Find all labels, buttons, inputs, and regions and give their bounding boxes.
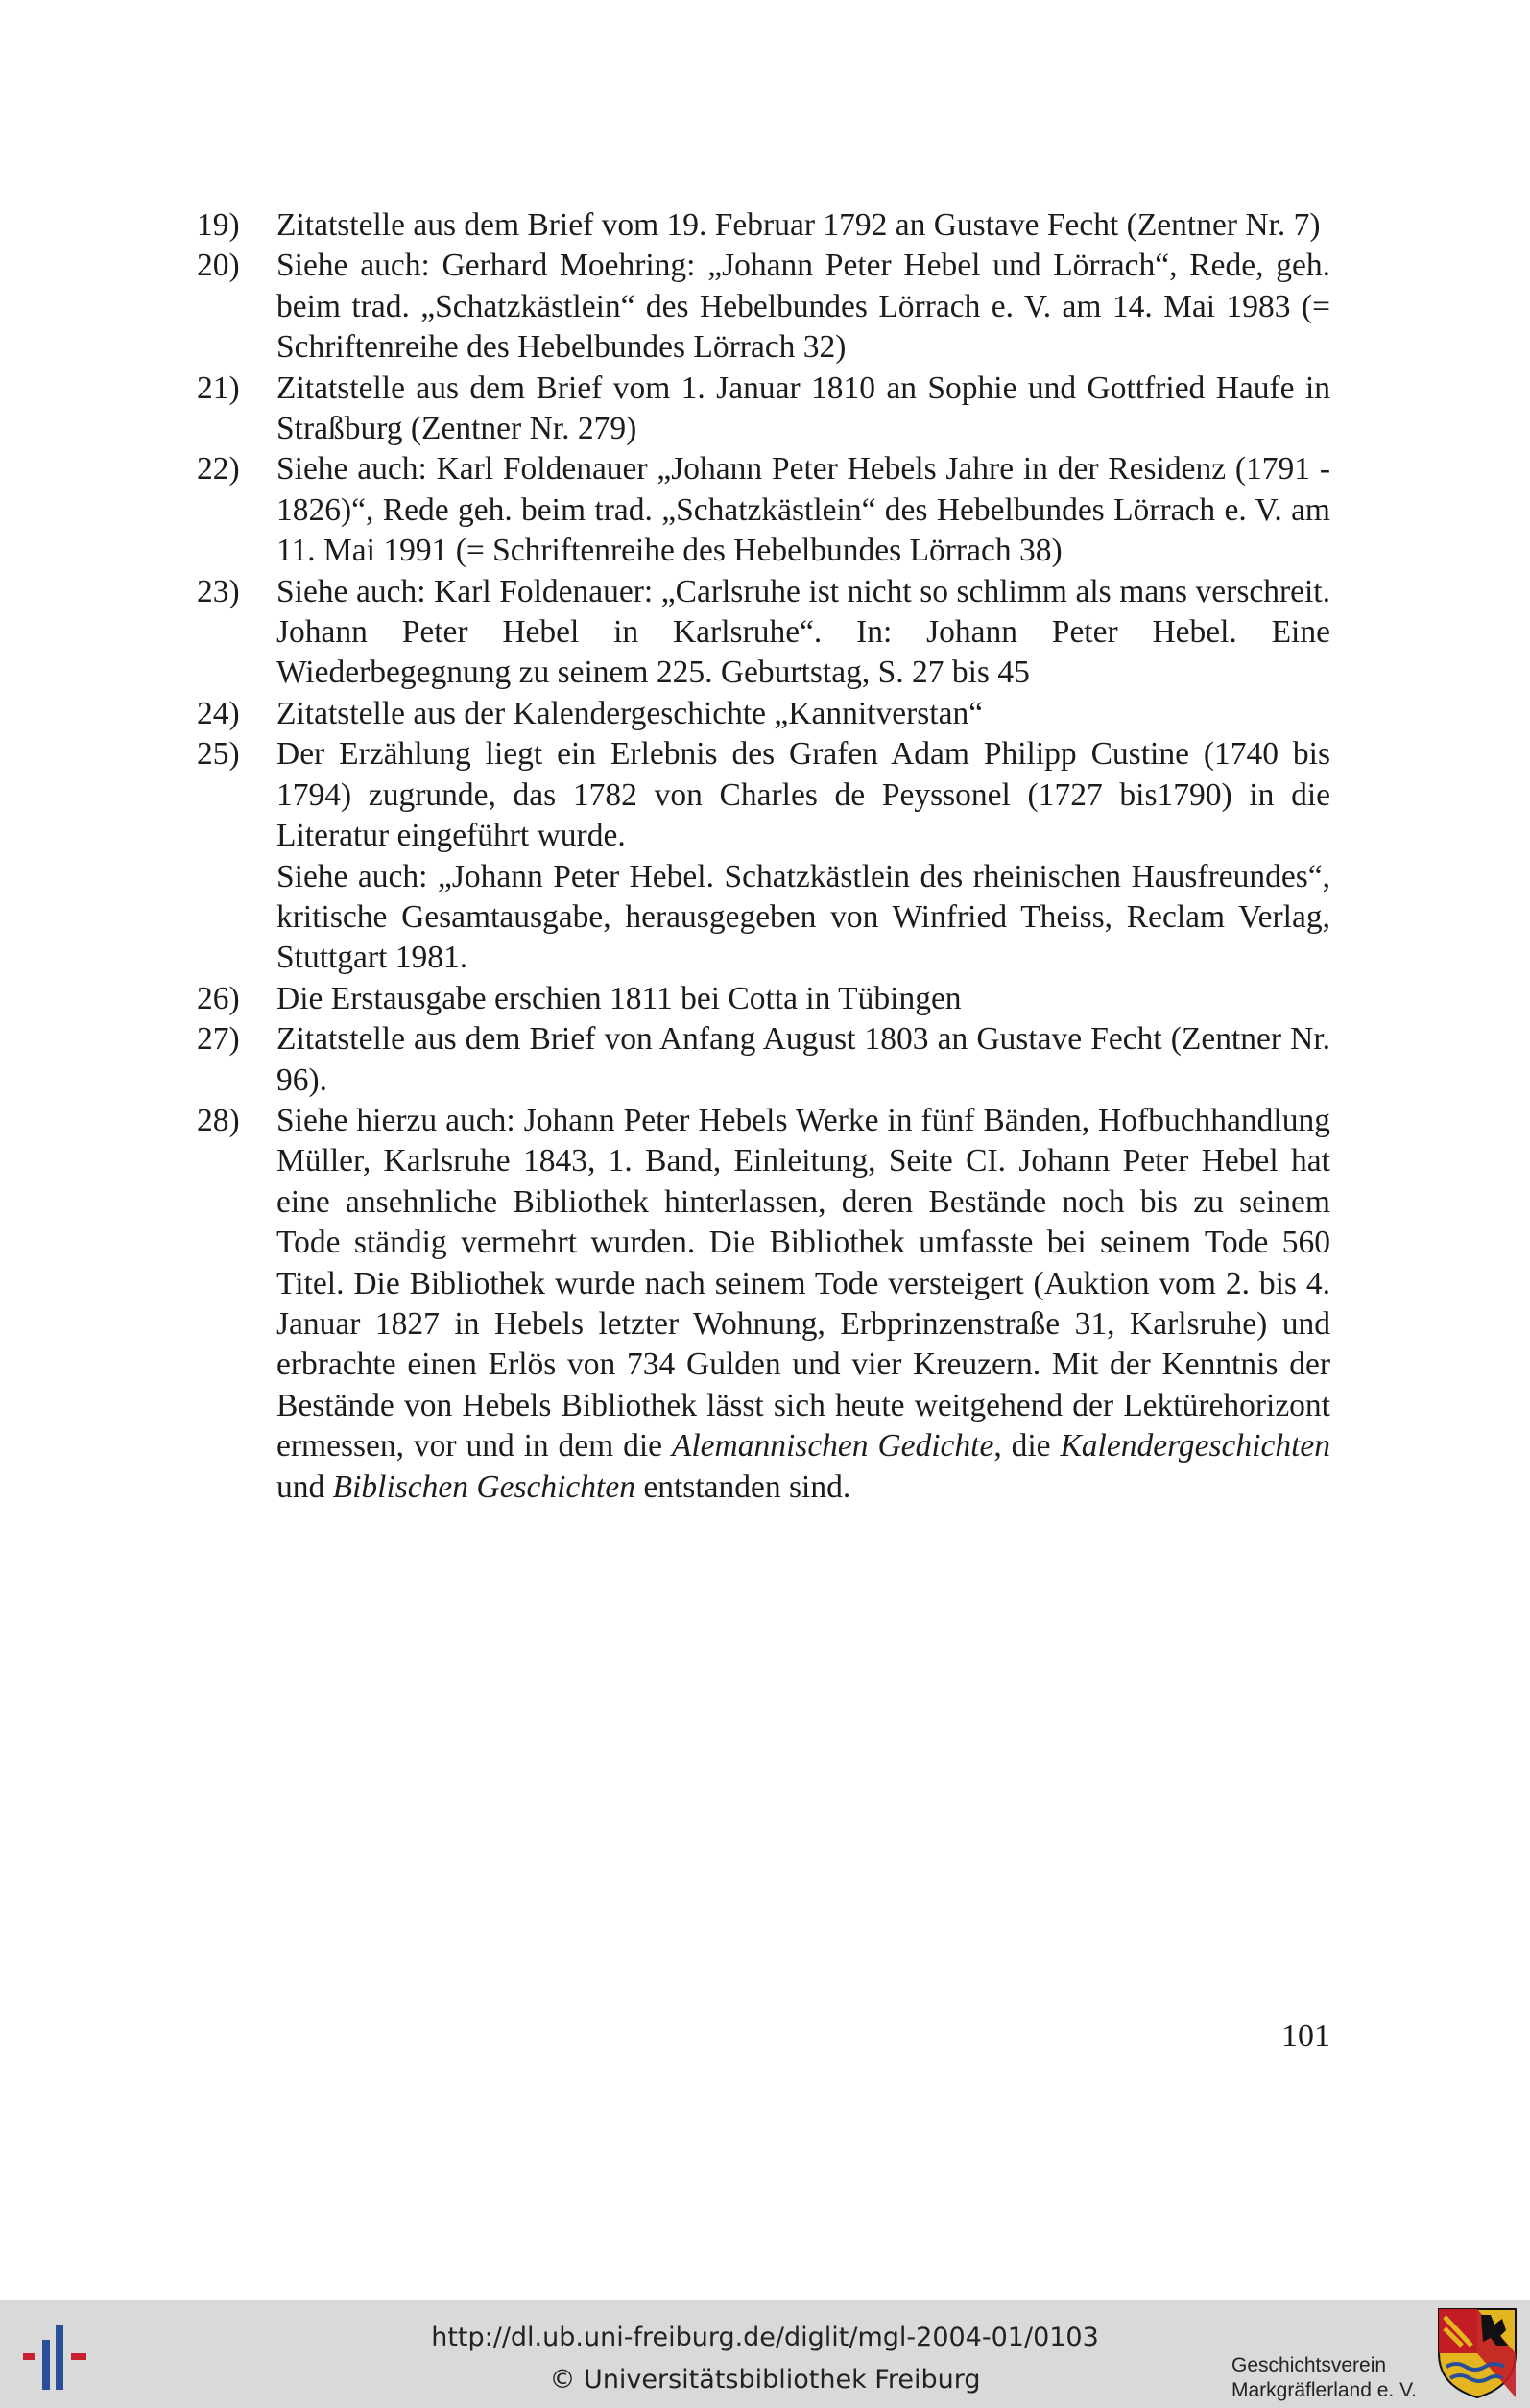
footnote-paragraph [276,694,1330,734]
footnote-number: 21) [197,370,240,406]
footnote-item [197,1101,1330,1508]
society-crest-icon [1437,2307,1518,2399]
footnote-paragraph [276,979,1330,1019]
text-segment: Siehe auch: Karl Foldenauer: „Carlsruhe ist nicht so schlimm als mans verschreit. Johann Peter Hebel in Karlsruhe“. In: Johann Peter Hebel. Eine Wiederbegegnung zu seinem 225. Geburtstag, S. 27 bis 45 [276,573,1330,691]
text-segment: und [276,1468,333,1505]
footnote-text [276,1019,1330,1101]
footnotes-list [197,205,1330,1508]
footer-copyright: © Universitätsbibliothek Freiburg [549,2365,981,2395]
footnote-item [197,246,1330,368]
text-segment: entstanden sind. [634,1468,851,1505]
text-segment: Zitatstelle aus dem Brief vom 19. Februar 1792 an Gustave Fecht (Zentner Nr. 7) [276,207,1321,243]
footnote-number: 22) [197,451,240,488]
footnote-item [197,572,1330,694]
page-number: 101 [1281,2018,1330,2054]
footnote-number: 27) [197,1021,240,1058]
footnote-paragraph [276,1101,1330,1508]
text-segment: Die Erstausgabe erschien 1811 bei Cotta in Tübingen [276,980,962,1016]
footnote-text [276,205,1330,246]
footnote-text [276,449,1330,571]
footnote-item [197,369,1330,450]
footnote-number: 20) [197,248,240,284]
italic-title: Biblischen Geschichten [332,1468,635,1505]
footnote-paragraph [276,369,1330,450]
footnote-paragraph [276,246,1330,368]
text-segment: Zitatstelle aus dem Brief von Anfang August 1803 an Gustave Fecht (Zentner Nr. 96). [276,1021,1330,1098]
footer-url-link[interactable]: http://dl.ub.uni-freiburg.de/diglit/mgl-2004-01/0103 [431,2323,1099,2352]
footnote-paragraph [276,205,1330,246]
footnote-text [276,734,1330,978]
text-segment: Zitatstelle aus dem Brief vom 1. Januar 1810 an Sophie und Gottfried Haufe in Straßburg (Zentner Nr. 279) [276,370,1330,447]
footnote-paragraph [276,572,1330,694]
footnote-number: 24) [197,695,240,731]
footnote-text [276,246,1330,368]
footnote-paragraph [276,1019,1330,1101]
footnote-number: 23) [197,573,240,609]
footnote-paragraph [276,857,1330,979]
footnote-text [276,572,1330,694]
text-segment: Siehe auch: Gerhard Moehring: „Johann Peter Hebel und Lörrach“, Rede, geh. beim trad. „Schatzkästlein“ des Hebelbundes Lörrach e. V. am 14. Mai 1983 (= Schriftenreihe des Hebelbundes Lörrach 32) [276,248,1330,366]
society-name [1231,2353,1417,2403]
society-name-line1: Geschichtsverein [1231,2354,1387,2376]
text-segment: Siehe hierzu auch: Johann Peter Hebels Werke in fünf Bänden, Hofbuchhandlung Müller, Karlsruhe 1843, 1. Band, Einleitung, Seite CI. Johann Peter Hebel hat eine ansehnliche Bibliothek hinterlassen, deren Bestände noch bis zu seinem Tode ständig vermehrt wurden. Die Bibliothek umfasste bei seinem Tode 560 Titel. Die Bibliothek wurde nach seinem Tode versteigert (Auktion vom 2. bis 4. Januar 1827 in Hebels letzter Wohnung, Erbprinzenstraße 31, Karlsruhe) und erbrachte einen Erlös von 734 Gulden und vier Kreuzern. Mit der Kenntnis der Bestände von Hebels Bibliothek lässt sich heute weitgehend der Lektürehorizont ermessen, vor und in dem die [276,1102,1330,1465]
footnote-text [276,694,1330,734]
footnote-paragraph [276,734,1330,856]
footnote-number: 19) [197,207,240,243]
text-segment: Der Erzählung liegt ein Erlebnis des Grafen Adam Philipp Custine (1740 bis 1794) zugrunde, das 1782 von Charles de Peyssonel (1727 bis1790) in die Literatur eingeführt wurde. [276,736,1330,854]
footnote-number: 28) [197,1102,240,1138]
footnote-number: 26) [197,980,240,1016]
footnote-item [197,205,1330,246]
footnote-item [197,694,1330,734]
footnote-text [276,979,1330,1019]
footnote-item [197,734,1330,978]
text-segment: , die [993,1428,1061,1465]
footnote-text [276,1101,1330,1508]
footnote-item [197,1019,1330,1101]
footnote-item [197,979,1330,1019]
text-segment: Zitatstelle aus der Kalendergeschichte „Kannitverstan“ [276,695,984,731]
footnote-text [276,369,1330,450]
footnote-paragraph [276,449,1330,571]
italic-title: Alemannischen Gedichte [671,1428,994,1465]
footnote-item [197,449,1330,571]
text-segment: Siehe auch: „Johann Peter Hebel. Schatzkästlein des rheinischen Hausfreundes“, kritische Gesamtausgabe, herausgegeben von Winfried Theiss, Reclam Verlag, Stuttgart 1981. [276,858,1330,976]
text-segment: Siehe auch: Karl Foldenauer „Johann Peter Hebels Jahre in der Residenz (1791 - 1826)“, Rede geh. beim trad. „Schatzkästlein“ des Hebelbundes Lörrach e. V. am 11. Mai 1991 (= Schriftenreihe des Hebelbundes Lörrach 38) [276,451,1330,569]
italic-title: Kalendergeschichten [1060,1428,1330,1465]
society-name-line2: Markgräflerland e. V. [1231,2379,1417,2401]
footer-bar [0,2300,1530,2408]
footnote-number: 25) [197,736,240,773]
